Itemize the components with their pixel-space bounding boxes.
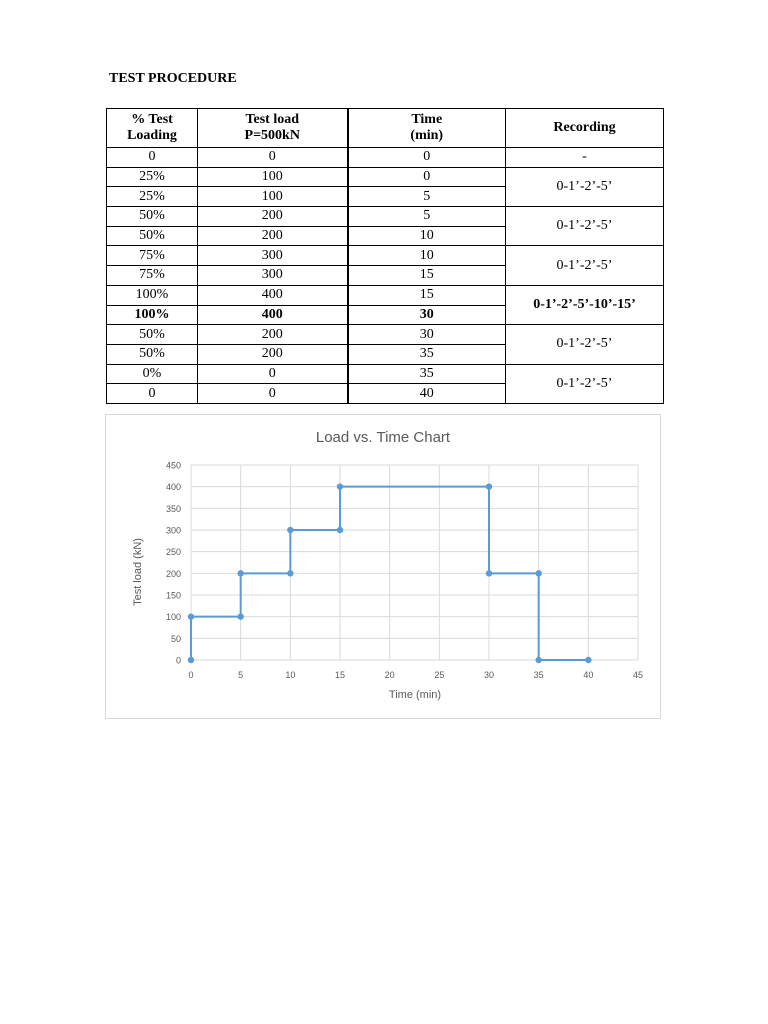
cell-load: 0 [198,148,348,168]
cell-load: 100 [198,167,348,187]
load-vs-time-chart [105,414,661,719]
data-point [585,657,591,663]
cell-load: 400 [198,285,348,305]
table-row [107,167,664,187]
cell-time: 35 [348,344,506,364]
test-procedure-table [106,108,664,404]
y-tick-label: 50 [170,633,181,644]
table-row [107,148,664,168]
cell-load: 400 [198,305,348,325]
table-header-row [107,109,664,148]
y-tick-label: 200 [165,568,181,579]
cell-load: 200 [198,325,348,345]
chart-svg [106,415,660,718]
x-tick-label: 5 [238,670,244,680]
x-tick-label: 0 [188,670,194,680]
header-test-loading [107,109,198,148]
data-point [237,613,243,619]
header-time [348,109,506,148]
table-row [107,246,664,266]
cell-pct: 75% [107,246,198,266]
y-axis-label: Test load (kN) [132,538,144,606]
table-row [107,285,664,305]
data-point [188,613,194,619]
cell-load: 0 [198,364,348,384]
y-tick-label: 350 [165,503,181,514]
cell-time: 0 [348,148,506,168]
data-point [237,570,243,576]
header-test-load-line2: P=500kN [244,128,300,143]
header-recording: Recording [506,109,664,148]
cell-load: 300 [198,266,348,286]
cell-pct: 25% [107,167,198,187]
cell-recording: 0-1’-2’-5’ [506,364,664,403]
header-test-load [198,109,348,148]
x-tick-label: 35 [533,670,544,680]
table-row [107,207,664,227]
y-tick-label: 450 [165,460,181,471]
header-test-loading-line2: Loading [127,128,177,143]
document-heading: TEST PROCEDURE [109,71,237,86]
cell-pct: 100% [107,285,198,305]
cell-time: 0 [348,167,506,187]
x-tick-label: 10 [285,670,296,680]
cell-recording: 0-1’-2’-5’-10’-15’ [506,285,664,324]
table-row [107,364,664,384]
cell-pct: 50% [107,207,198,227]
cell-time: 40 [348,384,506,404]
x-tick-label: 15 [334,670,346,680]
cell-pct: 25% [107,187,198,207]
y-tick-label: 400 [165,482,181,493]
data-point [535,657,541,663]
cell-time: 5 [348,187,506,207]
x-tick-label: 40 [583,670,594,680]
cell-pct: 0% [107,364,198,384]
x-tick-label: 20 [384,670,395,680]
cell-load: 200 [198,226,348,246]
x-axis-ticks [188,670,643,680]
header-time-line2: (min) [410,128,444,143]
cell-time: 15 [348,285,506,305]
data-point [287,527,293,533]
data-point [486,570,492,576]
cell-time: 30 [348,325,506,345]
data-point [337,483,343,489]
y-tick-label: 100 [165,612,181,623]
cell-time: 10 [348,246,506,266]
cell-pct: 0 [107,384,198,404]
cell-recording: 0-1’-2’-5’ [506,207,664,246]
cell-load: 200 [198,344,348,364]
cell-pct: 75% [107,266,198,286]
cell-recording: - [506,148,664,168]
y-tick-label: 150 [165,590,181,601]
cell-pct: 50% [107,344,198,364]
cell-load: 0 [198,384,348,404]
header-test-load-line1: Test load [245,112,300,127]
data-point [337,527,343,533]
x-axis-label: Time (min) [388,689,442,701]
cell-pct: 100% [107,305,198,325]
cell-pct: 0 [107,148,198,168]
cell-load: 300 [198,246,348,266]
cell-time: 35 [348,364,506,384]
data-point [535,570,541,576]
chart-grid [191,465,638,660]
cell-load: 200 [198,207,348,227]
chart-title: Load vs. Time Chart [315,429,451,446]
cell-time: 30 [348,305,506,325]
cell-recording: 0-1’-2’-5’ [506,246,664,285]
data-point [188,657,194,663]
cell-pct: 50% [107,325,198,345]
cell-load: 100 [198,187,348,207]
cell-pct: 50% [107,226,198,246]
table-row [107,325,664,345]
cell-recording: 0-1’-2’-5’ [506,325,664,364]
cell-recording: 0-1’-2’-5’ [506,167,664,206]
header-test-loading-line1: % Test [131,112,173,127]
x-tick-label: 25 [434,670,445,680]
header-time-line1: Time [411,112,443,127]
x-tick-label: 30 [483,670,495,680]
y-tick-label: 300 [165,525,181,536]
cell-time: 10 [348,226,506,246]
cell-time: 15 [348,266,506,286]
data-point [287,570,293,576]
y-tick-label: 0 [175,655,181,666]
x-tick-label: 45 [632,670,644,680]
y-axis-ticks [166,461,181,666]
data-point [486,483,492,489]
y-tick-label: 250 [165,547,181,558]
cell-time: 5 [348,207,506,227]
